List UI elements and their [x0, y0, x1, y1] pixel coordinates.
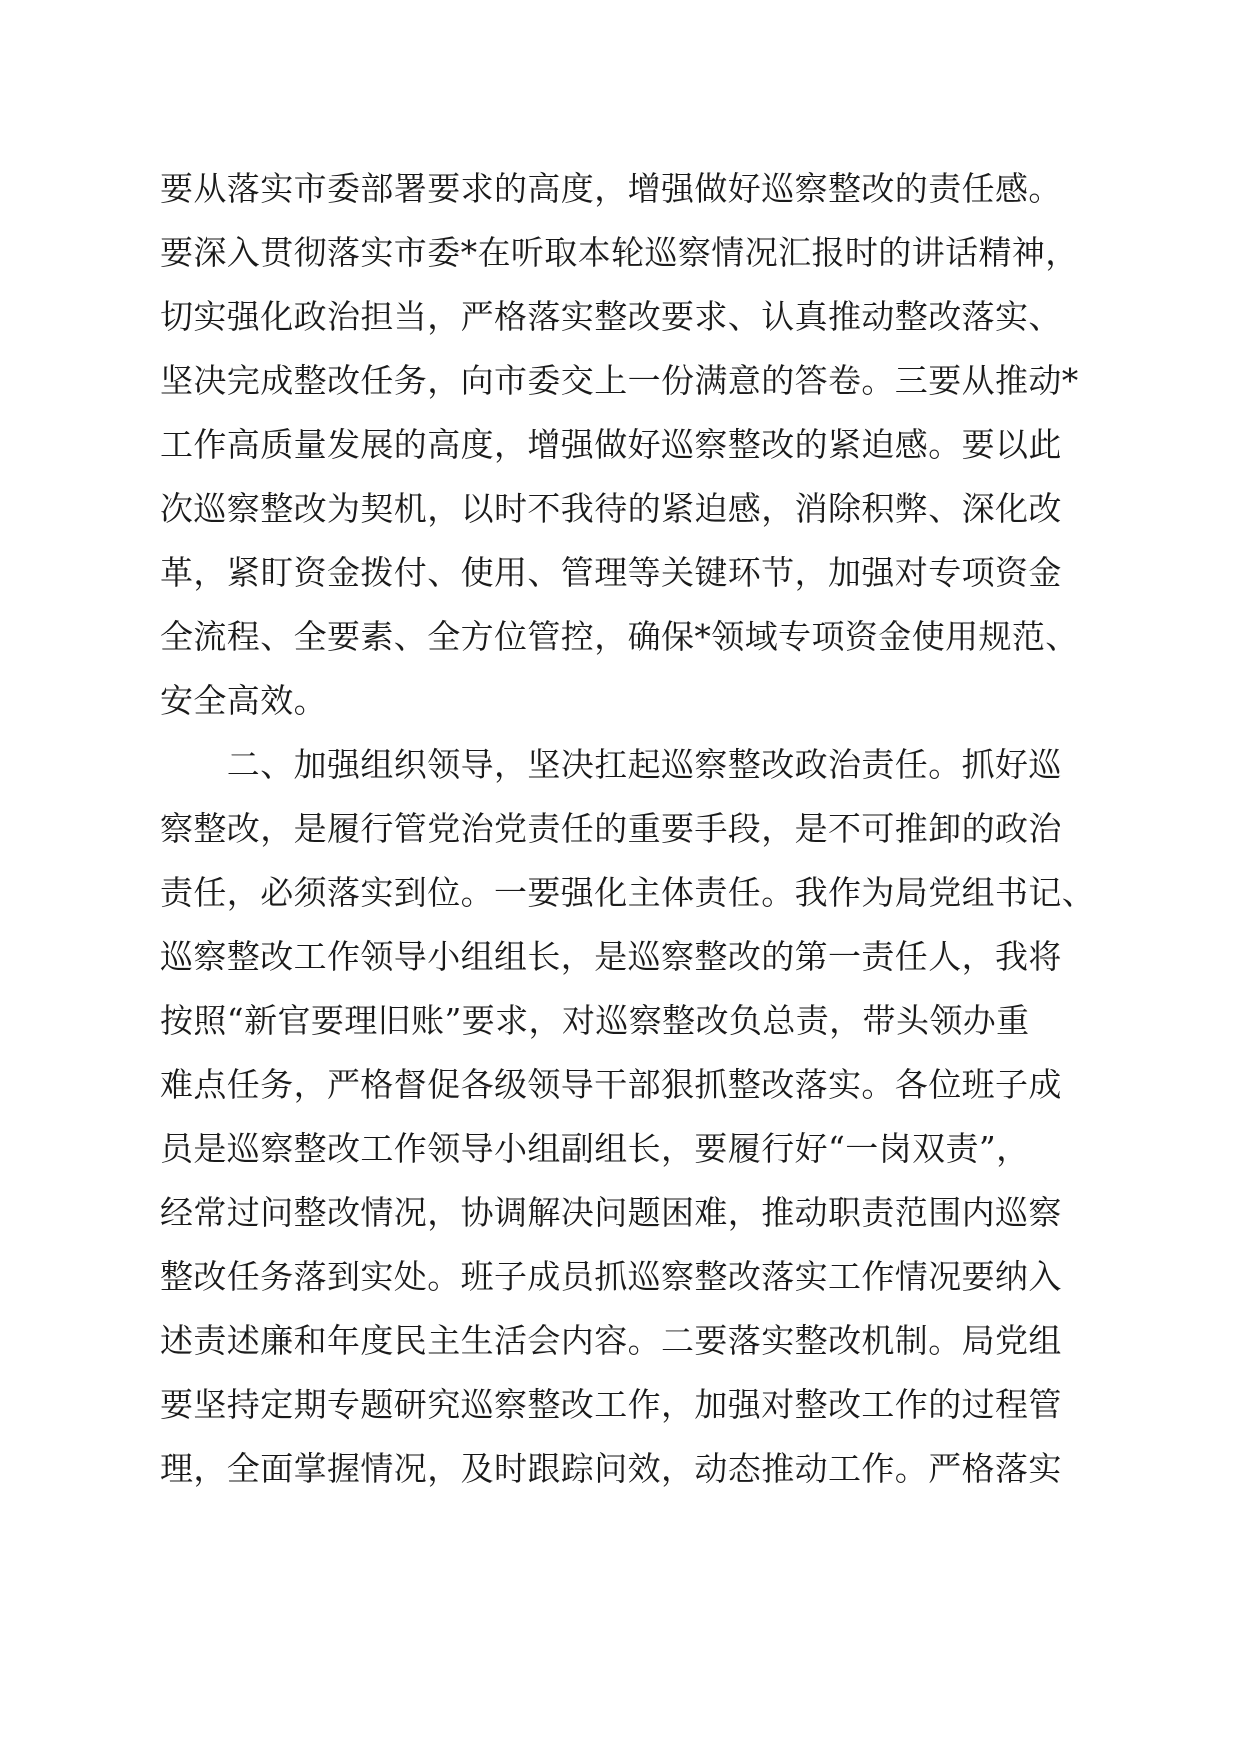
text-line-5: 工作高质量发展的高度，增强做好巡察整改的紧迫感。要以此: [160, 425, 1062, 464]
text-line-19: 述责述廉和年度民主生活会内容。二要落实整改机制。局党组: [160, 1321, 1062, 1360]
text-line-8: 全流程、全要素、全方位管控，确保*领域专项资金使用规范、: [160, 617, 1079, 656]
text-line-17: 经常过问整改情况，协调解决问题困难，推动职责范围内巡察: [160, 1193, 1062, 1232]
text-line-7: 革，紧盯资金拨付、使用、管理等关键环节，加强对专项资金: [160, 553, 1062, 592]
text-line-1: 要从落实市委部署要求的高度，增强做好巡察整改的责任感。: [160, 169, 1062, 208]
text-line-4: 坚决完成整改任务，向市委交上一份满意的答卷。三要从推动*: [160, 361, 1079, 400]
text-line-13: 巡察整改工作领导小组组长，是巡察整改的第一责任人，我将: [160, 937, 1062, 976]
text-line-18: 整改任务落到实处。班子成员抓巡察整改落实工作情况要纳入: [160, 1257, 1062, 1296]
text-line-21: 理，全面掌握情况，及时跟踪问效，动态推动工作。严格落实: [160, 1449, 1062, 1488]
text-line-15: 难点任务，严格督促各级领导干部狠抓整改落实。各位班子成: [160, 1065, 1062, 1104]
section-heading-line: 二、加强组织领导，坚决扛起巡察整改政治责任。抓好巡: [160, 745, 1062, 784]
text-line-20: 要坚持定期专题研究巡察整改工作，加强对整改工作的过程管: [160, 1385, 1062, 1424]
text-line-2: 要深入贯彻落实市委*在听取本轮巡察情况汇报时的讲话精神，: [160, 233, 1079, 272]
text-line-16: 员是巡察整改工作领导小组副组长，要履行好“一岗双责”，: [160, 1129, 1030, 1168]
text-line-11: 察整改，是履行管党治党责任的重要手段，是不可推卸的政治: [160, 809, 1062, 848]
text-line-12: 责任，必须落实到位。一要强化主体责任。我作为局党组书记、: [160, 873, 1096, 912]
text-line-9: 安全高效。: [160, 681, 327, 720]
text-line-14: 按照“新官要理旧账”要求，对巡察整改负总责，带头领办重: [160, 1001, 1030, 1040]
text-line-3: 切实强化政治担当，严格落实整改要求、认真推动整改落实、: [160, 297, 1062, 336]
text-line-6: 次巡察整改为契机，以时不我待的紧迫感，消除积弊、深化改: [160, 489, 1062, 528]
